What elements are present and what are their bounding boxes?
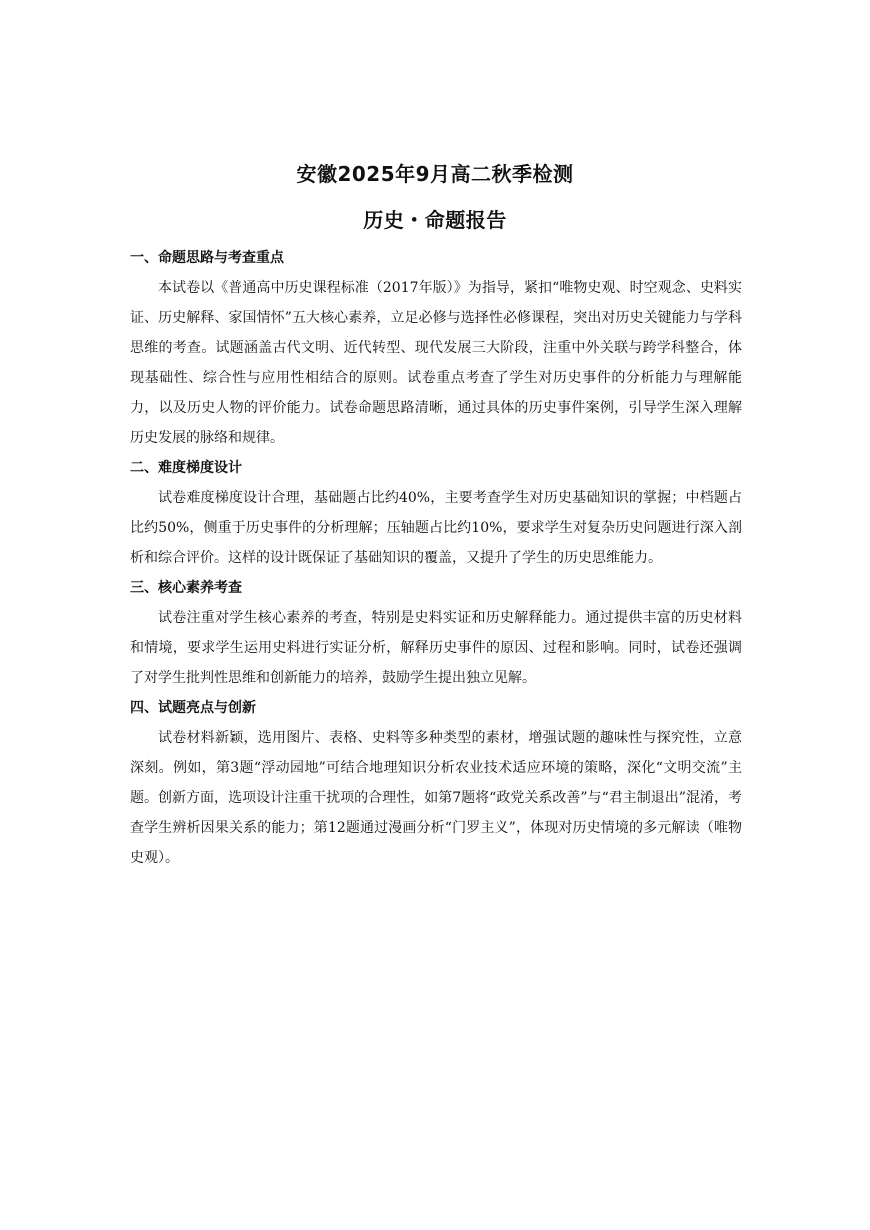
section-heading: 三、核心素养考查	[130, 580, 242, 596]
section-1	[130, 243, 742, 453]
section-2	[130, 453, 742, 573]
section-paragraph: 本试卷以《普通高中历史课程标准（2017年版）》为指导，紧扣“唯物史观、时空观念、史料实证、历史解释、家国情怀”五大核心素养，立足必修与选择性必修课程，突出对历史关键能力与学科思维的考查。试题涵盖古代文明、近代转型、现代发展三大阶段，注重中外关联与跨学科整合，体现基础性、综合性与应用性相结合的原则。试卷重点考查了学生对历史事件的分析能力与理解能力，以及历史人物的评价能力。试卷命题思路清晰，通过具体的历史事件案例，引导学生深入理解历史发展的脉络和规律。	[130, 280, 742, 446]
document-subtitle: 历史・命题报告	[363, 208, 507, 232]
section-3	[130, 573, 742, 693]
report-body	[130, 243, 742, 873]
section-paragraph: 试卷难度梯度设计合理，基础题占比约40%，主要考查学生对历史基础知识的掌握；中档题占比约50%，侧重于历史事件的分析理解；压轴题占比约10%，要求学生对复杂历史问题进行深入剖析和综合评价。这样的设计既保证了基础知识的覆盖，又提升了学生的历史思维能力。	[130, 490, 742, 566]
document-title: 安徽2025年9月高二秋季检测	[296, 162, 574, 186]
section-4	[130, 693, 742, 873]
section-heading: 一、命题思路与考查重点	[130, 250, 284, 266]
section-paragraph: 试卷材料新颖，选用图片、表格、史料等多种类型的素材，增强试题的趣味性与探究性，立意深刻。例如，第3题“浮动园地”可结合地理知识分析农业技术适应环境的策略，深化“文明交流”主题。创新方面，选项设计注重干扰项的合理性，如第7题将“政党关系改善”与“君主制退出”混淆，考查学生辨析因果关系的能力；第12题通过漫画分析“门罗主义”，体现对历史情境的多元解读（唯物史观）。	[130, 730, 742, 866]
section-heading: 二、难度梯度设计	[130, 460, 242, 476]
section-paragraph: 试卷注重对学生核心素养的考查，特别是史料实证和历史解释能力。通过提供丰富的历史材料和情境，要求学生运用史料进行实证分析，解释历史事件的原因、过程和影响。同时，试卷还强调了对学生批判性思维和创新能力的培养，鼓励学生提出独立见解。	[130, 610, 742, 686]
section-heading: 四、试题亮点与创新	[130, 700, 256, 716]
